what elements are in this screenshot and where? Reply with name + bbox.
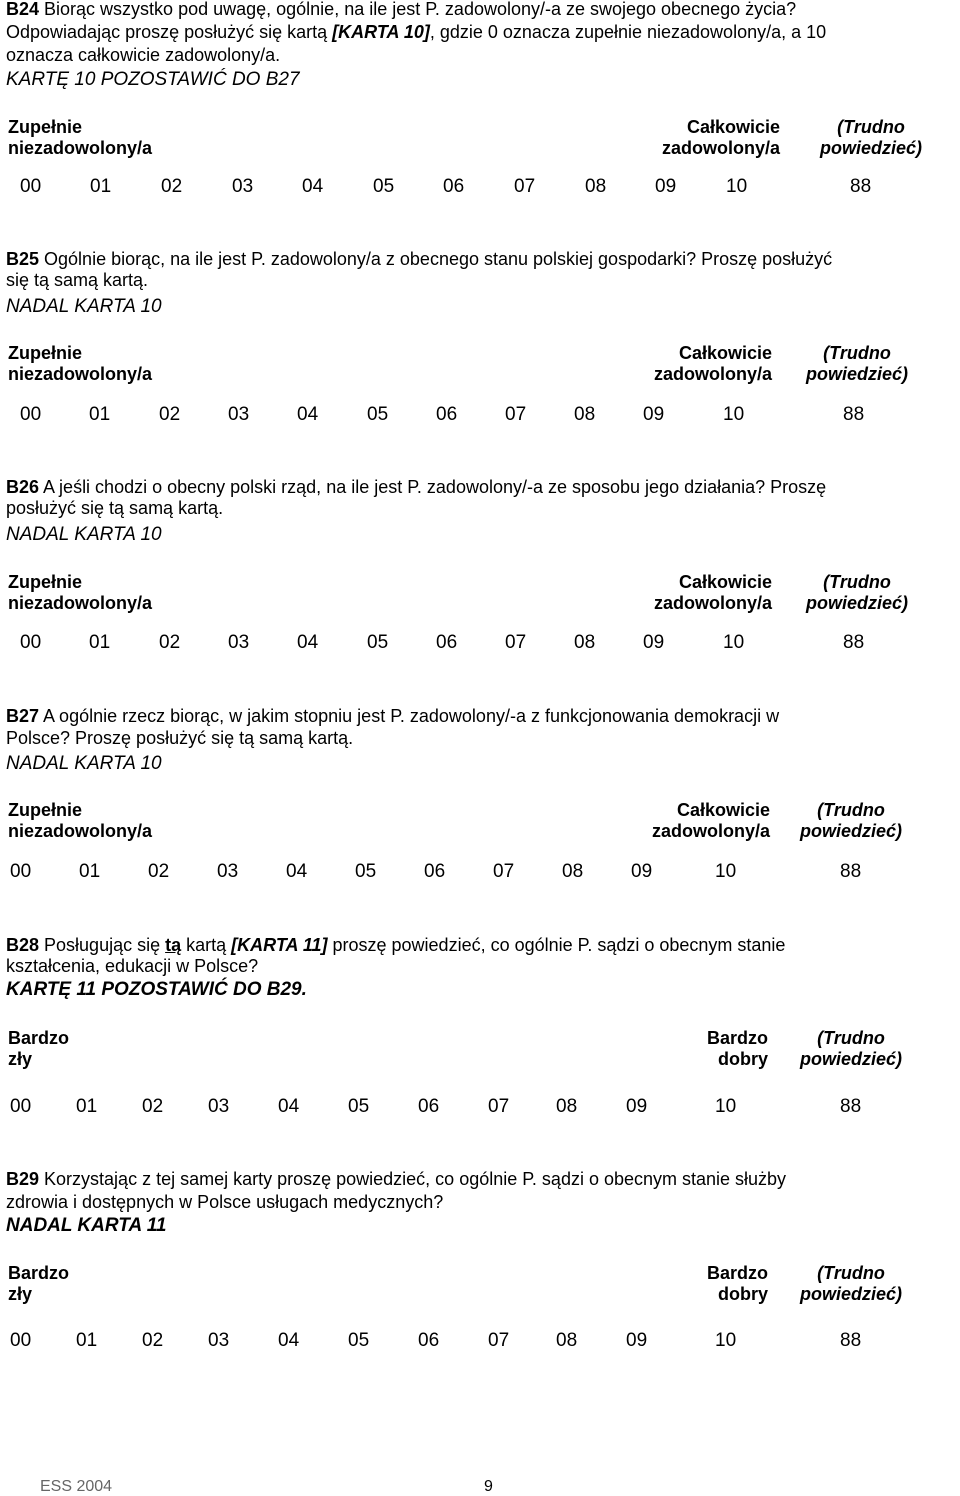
interviewer-instruction: KARTĘ 10 POZOSTAWIĆ DO B27 xyxy=(6,69,300,90)
scale-option[interactable]: 10 xyxy=(715,1096,737,1117)
scale-option[interactable]: 00 xyxy=(20,176,42,197)
question-code: B24 xyxy=(6,0,40,19)
question-text: B28 Posługując się tą kartą [KARTA 11] proszę powiedzieć, co ogólnie P. sądzi o obecnym stanie xyxy=(6,935,786,955)
interviewer-instruction: NADAL KARTA 10 xyxy=(6,524,162,545)
question-text: B24 Biorąc wszystko pod uwagę, ogólnie, na ile jest P. zadowolony/-a ze swojego obecnego życia? xyxy=(6,0,797,19)
scale-option[interactable]: 00 xyxy=(10,861,32,882)
scale-option[interactable]: 05 xyxy=(367,404,389,425)
question-text: Odpowiadając proszę posłużyć się kartą [KARTA 10], gdzie 0 oznacza zupełnie niezadowolony/a, a 10 xyxy=(6,22,827,42)
scale-option[interactable]: 09 xyxy=(626,1096,648,1117)
scale-left-label: Zupełnie niezadowolony/a xyxy=(8,343,153,384)
scale-option[interactable]: 03 xyxy=(208,1096,230,1117)
scale-left-label: Zupełnie niezadowolony/a xyxy=(8,572,153,613)
scale-option[interactable]: 03 xyxy=(228,632,250,653)
scale-option[interactable]: 01 xyxy=(76,1330,98,1351)
scale-option[interactable]: 05 xyxy=(348,1096,370,1117)
scale-option[interactable]: 08 xyxy=(574,632,596,653)
scale-left-label: Zupełnie niezadowolony/a xyxy=(8,800,153,841)
scale-option[interactable]: 08 xyxy=(556,1330,578,1351)
scale-option[interactable]: 04 xyxy=(302,176,324,197)
question-code: B27 xyxy=(6,706,40,726)
scale-option[interactable]: 00 xyxy=(20,632,42,653)
dont-know-label: (Trudno powiedzieć) xyxy=(805,572,908,613)
scale-option[interactable]: 06 xyxy=(436,632,458,653)
scale-option[interactable]: 09 xyxy=(643,404,665,425)
scale-option[interactable]: 04 xyxy=(278,1096,300,1117)
question-text: oznacza całkowicie zadowolony/a. xyxy=(6,45,281,65)
scale-option[interactable]: 02 xyxy=(161,176,183,197)
scale-option[interactable]: 03 xyxy=(217,861,239,882)
scale-option[interactable]: 06 xyxy=(418,1096,440,1117)
scale-option[interactable]: 00 xyxy=(10,1330,32,1351)
scale-option[interactable]: 06 xyxy=(418,1330,440,1351)
question-text: B25 Ogólnie biorąc, na ile jest P. zadowolony/a z obecnego stanu polskiej gospodarki? Proszę posłużyć xyxy=(6,249,833,269)
question-code: B28 xyxy=(6,935,40,955)
scale-right-label: Całkowicie zadowolony/a xyxy=(651,800,770,841)
scale-option[interactable]: 07 xyxy=(488,1330,510,1351)
dont-know-label: (Trudno powiedzieć) xyxy=(819,117,922,158)
scale-option[interactable]: 02 xyxy=(148,861,170,882)
interviewer-instruction: NADAL KARTA 10 xyxy=(6,753,162,774)
scale-right-label: Bardzo dobry xyxy=(706,1028,768,1069)
question-text: B26 A jeśli chodzi o obecny polski rząd, na ile jest P. zadowolony/-a ze sposobu jego działania? Proszę xyxy=(6,477,827,497)
scale-right-label: Całkowicie zadowolony/a xyxy=(653,572,772,613)
page-number: 9 xyxy=(484,1478,493,1495)
scale-option[interactable]: 08 xyxy=(556,1096,578,1117)
scale-option[interactable]: 10 xyxy=(715,1330,737,1351)
scale-option[interactable]: 09 xyxy=(631,861,653,882)
scale-option[interactable]: 08 xyxy=(574,404,596,425)
interviewer-instruction: KARTĘ 11 POZOSTAWIĆ DO B29. xyxy=(6,979,307,1000)
scale-option[interactable]: 05 xyxy=(355,861,377,882)
question-text: posłużyć się tą samą kartą. xyxy=(6,498,224,518)
scale-option[interactable]: 02 xyxy=(142,1096,164,1117)
scale-option[interactable]: 07 xyxy=(493,861,515,882)
scale-option-dont-know[interactable]: 88 xyxy=(843,404,865,425)
question-code: B25 xyxy=(6,249,40,269)
scale-option[interactable]: 10 xyxy=(723,632,745,653)
scale-option[interactable]: 10 xyxy=(715,861,737,882)
scale-option[interactable]: 04 xyxy=(297,404,319,425)
scale-option[interactable]: 08 xyxy=(562,861,584,882)
scale-option[interactable]: 01 xyxy=(79,861,101,882)
footer-survey-label: ESS 2004 xyxy=(40,1478,113,1495)
scale-option[interactable]: 03 xyxy=(232,176,254,197)
interviewer-instruction: NADAL KARTA 11 xyxy=(6,1215,167,1236)
scale-option[interactable]: 05 xyxy=(367,632,389,653)
scale-option[interactable]: 02 xyxy=(142,1330,164,1351)
interviewer-instruction: NADAL KARTA 10 xyxy=(6,296,162,317)
dont-know-label: (Trudno powiedzieć) xyxy=(805,343,908,384)
scale-option-dont-know[interactable]: 88 xyxy=(840,861,862,882)
question-text: się tą samą kartą. xyxy=(6,270,149,290)
question-text: B29 Korzystając z tej samej karty proszę powiedzieć, co ogólnie P. sądzi o obecnym stanie służby xyxy=(6,1169,787,1189)
scale-option[interactable]: 03 xyxy=(228,404,250,425)
scale-option[interactable]: 07 xyxy=(514,176,536,197)
scale-option-dont-know[interactable]: 88 xyxy=(840,1330,862,1351)
scale-option[interactable]: 01 xyxy=(76,1096,98,1117)
scale-option[interactable]: 08 xyxy=(585,176,607,197)
question-text: kształcenia, edukacji w Polsce? xyxy=(6,956,259,976)
scale-option[interactable]: 02 xyxy=(159,404,181,425)
scale-right-label: Całkowicie zadowolony/a xyxy=(661,117,780,158)
scale-left-label: Bardzo zły xyxy=(8,1028,70,1069)
dont-know-label: (Trudno powiedzieć) xyxy=(799,1263,902,1304)
scale-option[interactable]: 00 xyxy=(20,404,42,425)
scale-option-dont-know[interactable]: 88 xyxy=(840,1096,862,1117)
scale-option[interactable]: 09 xyxy=(643,632,665,653)
scale-option[interactable]: 05 xyxy=(348,1330,370,1351)
scale-option[interactable]: 09 xyxy=(655,176,677,197)
scale-option[interactable]: 02 xyxy=(159,632,181,653)
scale-left-label: Bardzo zły xyxy=(8,1263,70,1304)
question-text: zdrowia i dostępnych w Polsce usługach medycznych? xyxy=(6,1192,444,1212)
card-reference: [KARTA 10] xyxy=(332,22,430,42)
scale-left-label: Zupełnie niezadowolony/a xyxy=(8,117,153,158)
scale-option[interactable]: 04 xyxy=(278,1330,300,1351)
scale-option-dont-know[interactable]: 88 xyxy=(843,632,865,653)
question-text: B27 A ogólnie rzecz biorąc, w jakim stopniu jest P. zadowolony/-a z funkcjonowania demokracji w xyxy=(6,706,780,726)
scale-option[interactable]: 07 xyxy=(505,404,527,425)
scale-option-dont-know[interactable]: 88 xyxy=(850,176,872,197)
scale-option[interactable]: 10 xyxy=(726,176,748,197)
scale-option[interactable]: 06 xyxy=(436,404,458,425)
scale-option[interactable]: 01 xyxy=(89,632,111,653)
scale-option[interactable]: 04 xyxy=(286,861,308,882)
question-code: B26 xyxy=(6,477,40,497)
dont-know-label: (Trudno powiedzieć) xyxy=(799,1028,902,1069)
scale-option[interactable]: 06 xyxy=(424,861,446,882)
scale-option[interactable]: 04 xyxy=(297,632,319,653)
scale-option[interactable]: 01 xyxy=(90,176,112,197)
scale-option[interactable]: 10 xyxy=(723,404,745,425)
scale-option[interactable]: 09 xyxy=(626,1330,648,1351)
scale-right-label: Całkowicie zadowolony/a xyxy=(653,343,772,384)
scale-option[interactable]: 06 xyxy=(443,176,465,197)
scale-option[interactable]: 05 xyxy=(373,176,395,197)
scale-option[interactable]: 03 xyxy=(208,1330,230,1351)
scale-option[interactable]: 07 xyxy=(488,1096,510,1117)
scale-option[interactable]: 00 xyxy=(10,1096,32,1117)
question-text: Polsce? Proszę posłużyć się tą samą kartą. xyxy=(6,728,354,748)
dont-know-label: (Trudno powiedzieć) xyxy=(799,800,902,841)
scale-option[interactable]: 07 xyxy=(505,632,527,653)
question-code: B29 xyxy=(6,1169,40,1189)
scale-right-label: Bardzo dobry xyxy=(706,1263,768,1304)
scale-option[interactable]: 01 xyxy=(89,404,111,425)
card-reference: [KARTA 11] xyxy=(231,935,328,955)
